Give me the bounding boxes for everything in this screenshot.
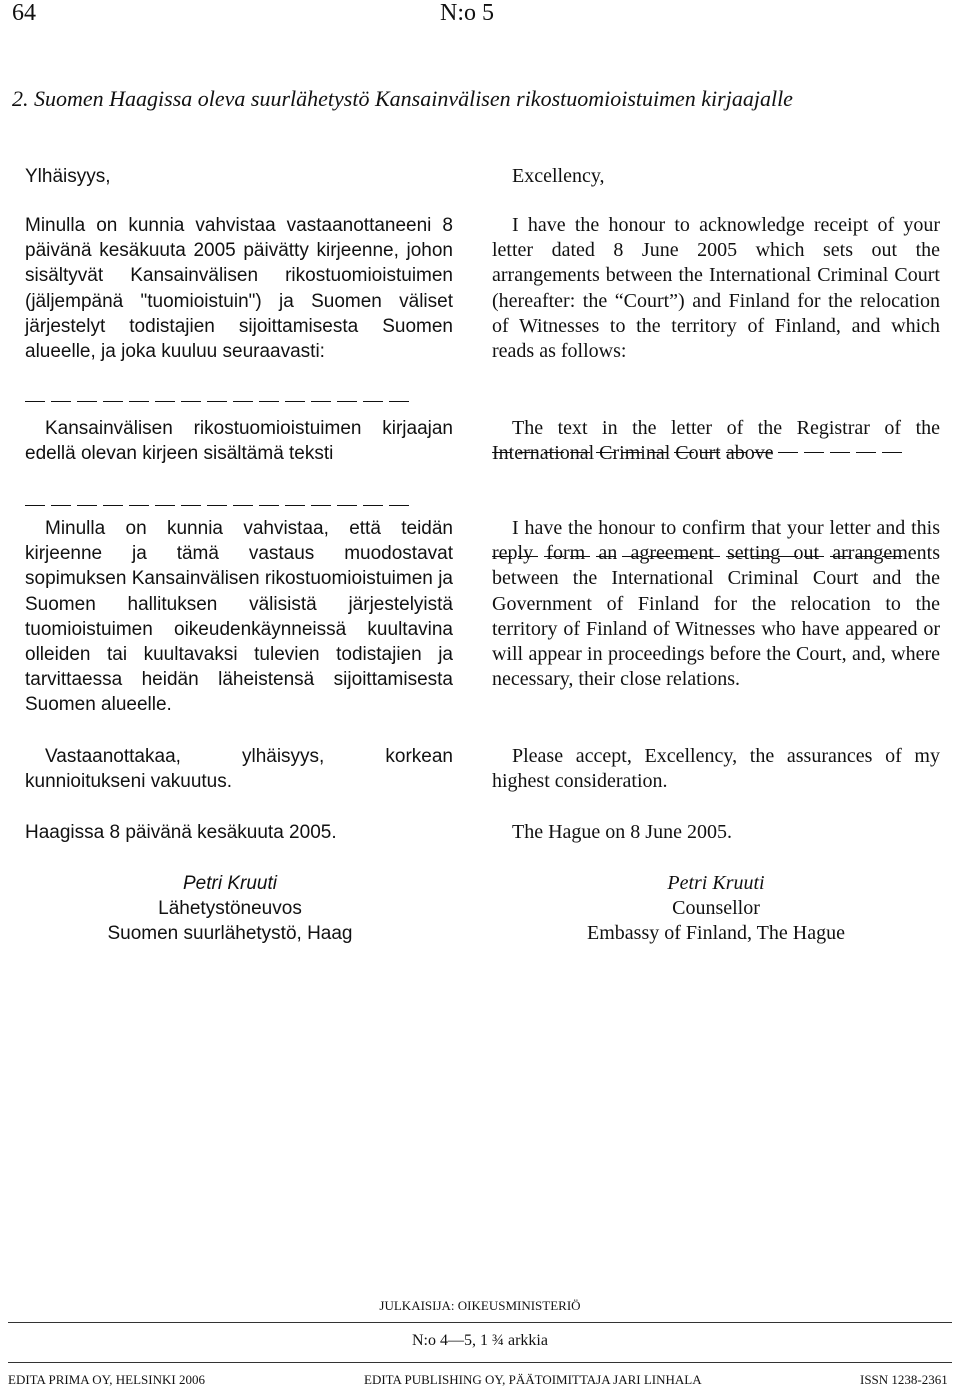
english-paragraph-3: Please accept, Excellency, the assurances of my highest consideration.	[492, 745, 940, 793]
issue-number: N:o 5	[440, 0, 494, 26]
finnish-place-date: Haagissa 8 päivänä kesäkuuta 2005.	[25, 822, 337, 843]
footer-editor: EDITA PUBLISHING OY, PÄÄTOIMITTAJA JARI LINHALA	[364, 1372, 702, 1387]
page-number: 64	[12, 0, 36, 26]
footer-issn: ISSN 1238-2361	[860, 1372, 948, 1387]
footer-issue-info: N:o 4—5, 1 ¾ arkkia	[412, 1332, 548, 1349]
english-signature-block	[492, 871, 940, 947]
finnish-paragraph-3: Vastaanottakaa, ylhäisyys, korkean kunnioitukseni vakuutus.	[25, 746, 453, 793]
english-place-date: The Hague on 8 June 2005.	[512, 821, 732, 843]
document-heading: 2. Suomen Haagissa oleva suurlähetystö Kansainvälisen rikostuomioistuimen kirjaajalle	[12, 86, 793, 111]
english-paragraph-2: I have the honour to confirm that your letter and this reply form an agreement setting out arrangements between the International Criminal Court and the Government of Finland for the relocation to the territory of Finland of Witnesses who have appeared or will appear in proceedings before the Court, and, where necessary, their close relations.	[492, 517, 940, 691]
footer-printer: EDITA PRIMA OY, HELSINKI 2006	[8, 1372, 205, 1387]
english-signer-embassy: Embassy of Finland, The Hague	[587, 922, 845, 945]
english-salutation: Excellency,	[512, 165, 605, 187]
english-paragraph-1: I have the honour to acknowledge receipt of your letter dated 8 June 2005 which sets out the arrangements between the International Criminal Court (hereafter: the “Court”) and Finland for the relocation of Witnesses to the territory of Finland, and which reads as follows:	[492, 214, 940, 363]
finnish-signature-block	[10, 871, 450, 947]
footer-rule-1	[8, 1322, 952, 1323]
footer-publisher: JULKAISIJA: OIKEUSMINISTERIÖ	[379, 1298, 581, 1313]
english-quoted-text: The text in the letter of the Registrar of the International Criminal Court above	[492, 417, 940, 465]
finnish-signer-name: Petri Kruuti	[183, 873, 277, 894]
finnish-paragraph-2: Minulla on kunnia vahvistaa, että teidän kirjeenne ja tämä vastaus muodostavat sopimuksen Kansainvälisen rikostuomioistuimen ja Suomen hallituksen välisistä järjestelyistä tuomioistuimen oikeudenkäynneissä kuultavina olleiden tai kuultavaksi tulevien todistajien ja tarvittaessa heidän läheistensä sijoittamisesta Suomen alueelle.	[25, 518, 453, 716]
finnish-signer-embassy: Suomen suurlähetystö, Haag	[107, 923, 353, 945]
finnish-signer-title: Lähetystöneuvos	[158, 898, 302, 920]
finnish-dash-rule-top	[25, 389, 453, 414]
english-signer-title: Counsellor	[672, 897, 760, 920]
finnish-paragraph-1: Minulla on kunnia vahvistaa vastaanottaneeni 8 päivänä kesäkuuta 2005 päivätty kirjeenne, johon sisältyvät Kansainvälisen rikostuomioistuimen (jäljempänä "tuomioistuin") ja Suomen väliset järjestelyt todistajien sijoittamisesta Suomen alueelle, ja joka kuuluu seuraavasti:	[25, 215, 453, 363]
footer-rule-2	[8, 1362, 952, 1363]
finnish-salutation: Ylhäisyys,	[25, 166, 111, 187]
finnish-quoted-text: Kansainvälisen rikostuomioistuimen kirjaajan edellä olevan kirjeen sisältämä teksti	[25, 418, 453, 465]
finnish-dash-rule-bottom	[25, 493, 453, 518]
english-signer-name: Petri Kruuti	[667, 872, 765, 894]
